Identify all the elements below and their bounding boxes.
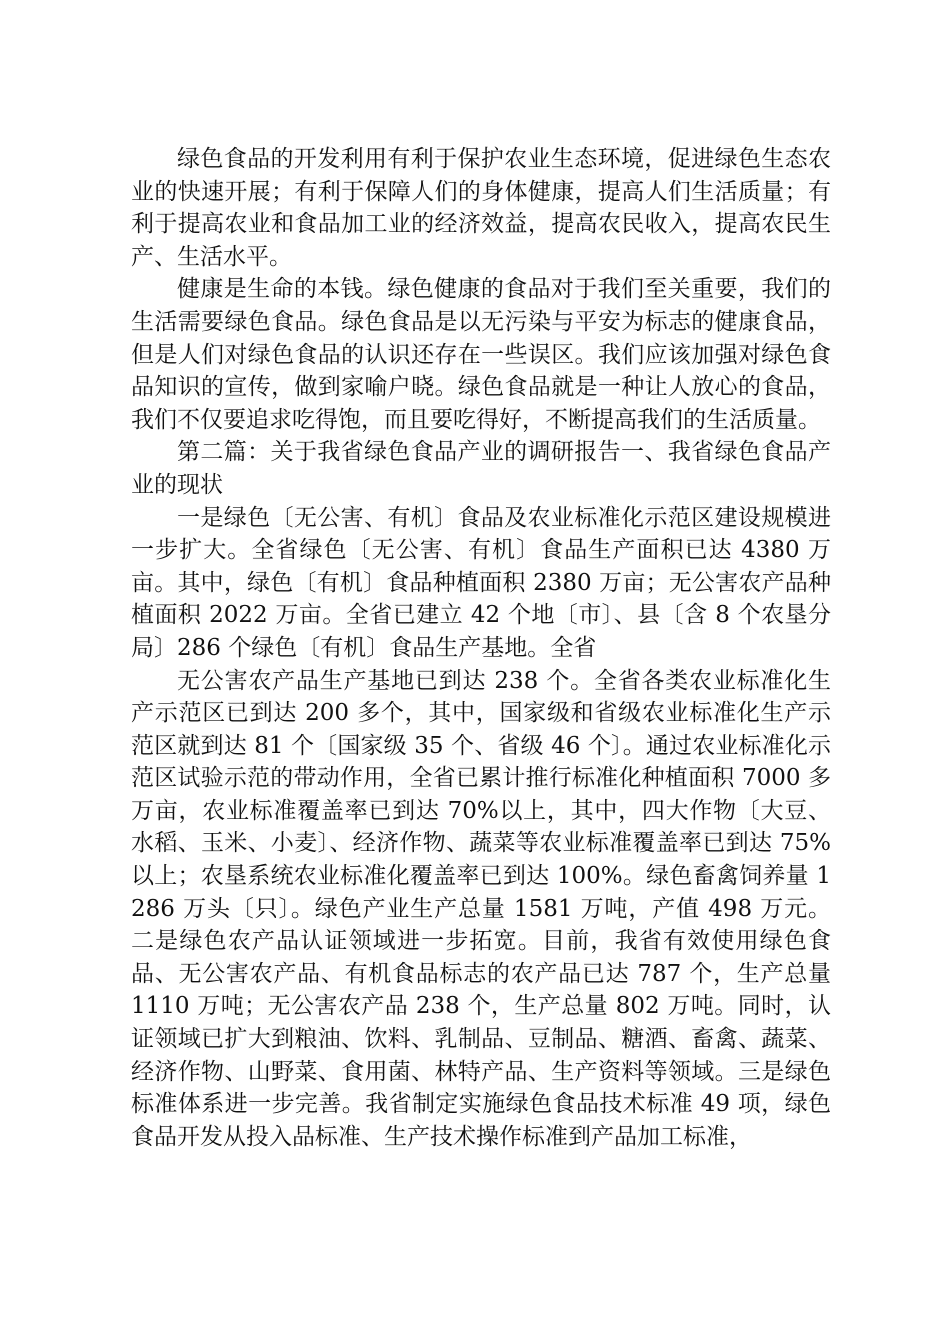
paragraph-demonstration-zones: 一是绿色〔无公害、有机〕食品及农业标准化示范区建设规模进一步扩大。全省绿色〔无公害、有机〕食品生产面积已达 4380 万亩。其中，绿色〔有机〕食品种植面积 2380 万亩；无公害农产品种植面积 2022 万亩。全省已建立 42 个地〔市〕、县〔含 8 个农垦分局〕286 个绿色〔有机〕食品生产基地。全省 (131, 504, 831, 661)
paragraph-section-heading: 第二篇：关于我省绿色食品产业的调研报告一、我省绿色食品产业的现状 (131, 439, 831, 498)
document-page (131, 143, 831, 1153)
paragraph-green-food-benefits: 绿色食品的开发利用有利于保护农业生态环境，促进绿色生态农业的快速开展；有利于保障人们的身体健康，提高人们生活质量；有利于提高农业和食品加工业的经济效益，提高农民收入，提高农民生产、生活水平。 (131, 146, 831, 270)
paragraph-production-bases: 无公害农产品生产基地已到达 238 个。全省各类农业标准化生产示范区已到达 200 多个，其中，国家级和省级农业标准化生产示范区就到达 81 个〔国家级 35 个、省级 46 个〕。通过农业标准化示范区试验示范的带动作用，全省已累计推行标准化种植面积 7000 多万亩，农业标准覆盖率已到达 70%以上，其中，四大作物〔大豆、水稻、玉米、小麦〕、经济作物、蔬菜等农业标准覆盖率已到达 75%以上；农垦系统农业标准化覆盖率已到达 100%。绿色畜禽饲养量 1286 万头〔只〕。绿色产业生产总量 1581 万吨，产值 498 万元。二是绿色农产品认证领域进一步拓宽。目前，我省有效使用绿色食品、无公害农产品、有机食品标志的农产品已达 787 个，生产总量 1110 万吨；无公害农产品 238 个，生产总量 802 万吨。同时，认证领域已扩大到粮油、饮料、乳制品、豆制品、糖酒、畜禽、蔬菜、经济作物、山野菜、食用菌、林特产品、生产资料等领域。三是绿色标准体系进一步完善。我省制定实施绿色食品技术标准 49 项，绿色食品开发从投入品标准、生产技术操作标准到产品加工标准， (131, 667, 831, 1150)
paragraph-health-and-green-food: 健康是生命的本钱。绿色健康的食品对于我们至关重要，我们的生活需要绿色食品。绿色食品是以无污染与平安为标志的健康食品，但是人们对绿色食品的认识还存在一些误区。我们应该加强对绿色食品知识的宣传，做到家喻户晓。绿色食品就是一种让人放心的食品，我们不仅要追求吃得饱，而且要吃得好，不断提高我们的生活质量。 (131, 276, 831, 433)
